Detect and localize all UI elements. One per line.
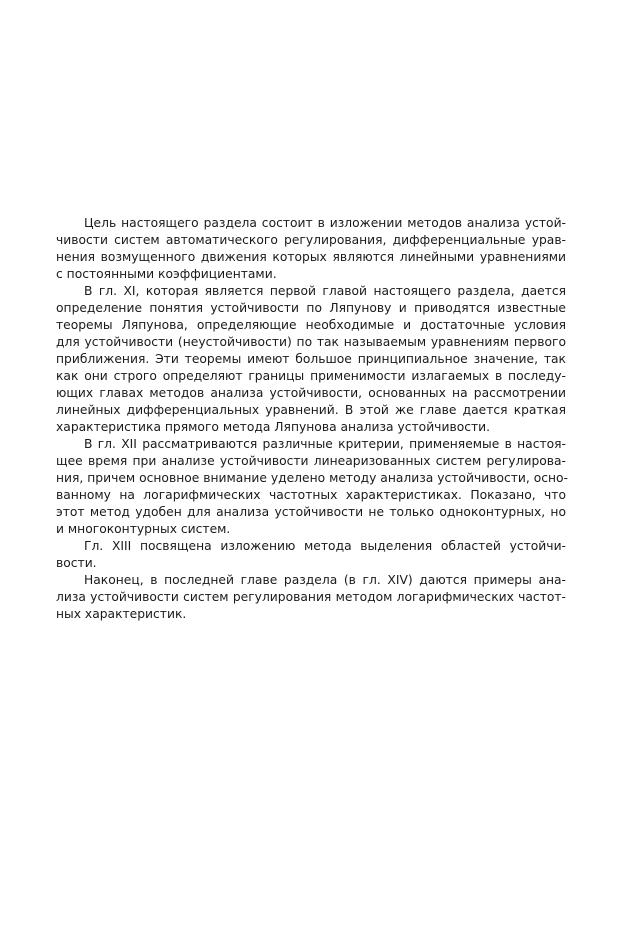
text-line: нения возмущенного движения которых являются линейными уравнениями (56, 250, 566, 264)
text-line: ющих главах методов анализа устойчивости, основанных на рассмотрении (56, 386, 566, 400)
text-line: и многоконтурных систем. (56, 522, 231, 536)
text-line: В гл. XII рассматриваются различные критерии, применяемые в настоя- (84, 437, 566, 451)
text-line: как они строго определяют границы применимости излагаемых в последу- (56, 369, 566, 383)
text-line: ванному на логарифмических частотных характеристиках. Показано, что (56, 488, 566, 502)
text-line: Гл. XIII посвящена изложению метода выделения областей устойчи- (84, 539, 566, 553)
text-line: Наконец, в последней главе раздела (в гл. XIV) даются примеры ана- (84, 573, 566, 587)
text-line: вости. (56, 556, 97, 570)
text-line: этот метод удобен для анализа устойчивости не только одноконтурных, но (56, 505, 566, 519)
paragraph-chapter-xii (56, 436, 566, 538)
text-line: щее время при анализе устойчивости линеаризованных систем регулирова- (56, 454, 566, 468)
text-line: для устойчивости (неустойчивости) по так называемым уравнениям первого (56, 335, 566, 349)
text-line: с постоянными коэффициентами. (56, 267, 277, 281)
paragraph-chapter-xi (56, 283, 566, 436)
text-line: линейных дифференциальных уравнений. В этой же главе дается краткая (56, 403, 566, 417)
text-line: В гл. XI, которая является первой главой настоящего раздела, дается (84, 284, 566, 298)
text-line: характеристика прямого метода Ляпунова анализа устойчивости. (56, 420, 491, 434)
text-line: чивости систем автоматического регулирования, дифференциальные урав- (56, 233, 566, 247)
text-line: приближения. Эти теоремы имеют большое принципиальное значение, так (56, 352, 566, 366)
text-line: ния, причем основное внимание уделено методу анализа устойчивости, осно- (56, 471, 568, 485)
paragraph-chapter-xiii (56, 538, 566, 572)
body-text (56, 215, 566, 623)
text-line: ных характеристик. (56, 607, 187, 621)
text-line: лиза устойчивости систем регулирования методом логарифмических частот- (56, 590, 566, 604)
paragraph-chapter-xiv (56, 572, 566, 623)
paragraph-goal (56, 215, 566, 283)
text-line: Цель настоящего раздела состоит в изложении методов анализа устой- (84, 216, 566, 230)
text-line: определение понятия устойчивости по Ляпунову и приводятся известные (56, 301, 566, 315)
text-line: теоремы Ляпунова, определяющие необходимые и достаточные условия (56, 318, 566, 332)
